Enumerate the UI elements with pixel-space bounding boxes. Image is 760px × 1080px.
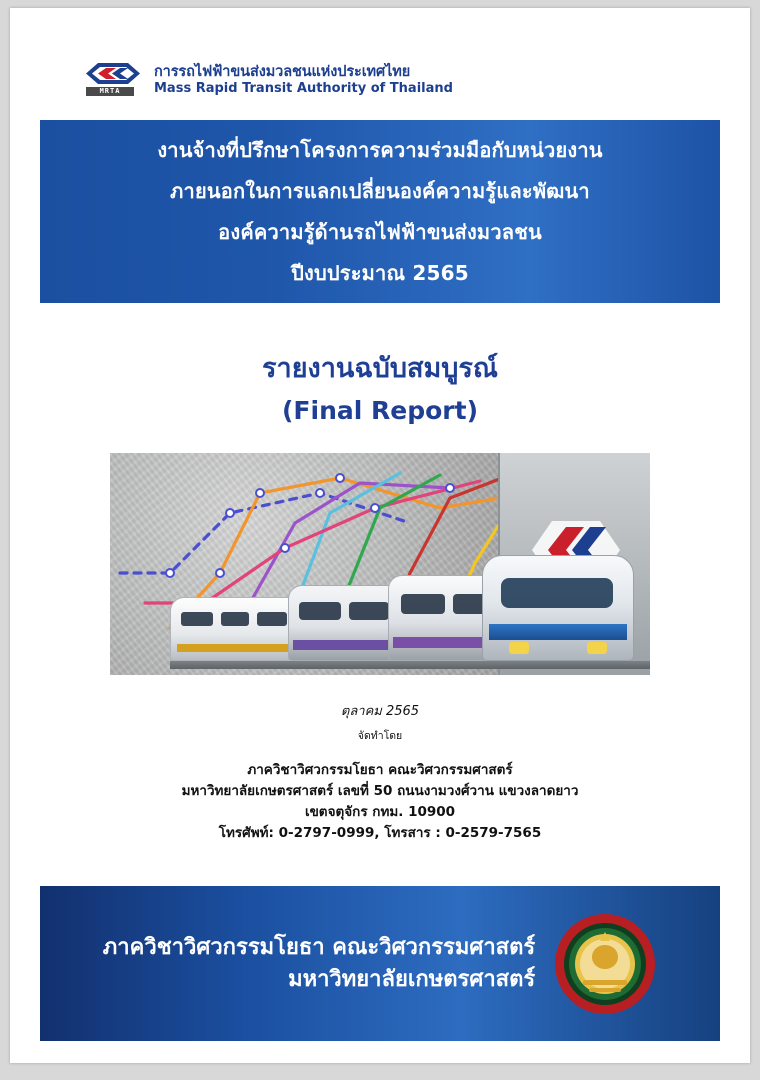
project-title-line-4: ปีงบประมาณ 2565 [291,261,469,285]
prepared-by-label: จัดทำโดย [357,730,403,742]
document-page [10,8,750,1063]
publisher-department [103,932,535,996]
track-rail [170,661,650,669]
cover-image [110,453,650,675]
publisher-department-line-2: มหาวิทยาลัยเกษตรศาสตร์ [288,966,536,992]
train-photo-group [170,563,650,675]
btc-train [288,585,402,661]
report-title-en: (Final Report) [282,396,478,425]
project-title-line-2: ภายนอกในการแลกเปลี่ยนองค์ความรู้และพัฒนา [170,179,590,203]
organization-name [154,63,453,97]
monorail-train [170,597,302,661]
address-line-1: ภาควิชาวิศวกรรมโยธา คณะวิศวกรรมศาสตร์ [247,762,513,778]
report-title-th: รายงานฉบับสมบูรณ์ [262,353,498,384]
project-title-line-1: งานจ้างที่ปรึกษาโครงการความร่วมมือกับหน่วยงาน [157,138,603,162]
mrta-glyph-icon [82,60,144,87]
organization-name-en: Mass Rapid Transit Authority of Thailand [154,80,453,96]
publisher-banner [40,886,720,1041]
publication-date: ตุลาคม 2565 [340,704,420,719]
publisher-department-line-1: ภาควิชาวิศวกรรมโยธา คณะวิศวกรรมศาสตร์ [102,934,536,960]
blue-line-train [482,555,634,661]
mrta-logo-icon [82,60,144,100]
kasetsart-university-seal-icon [553,912,657,1016]
address-line-4: โทรศัพท์: 0-2797-0999, โทรสาร : 0-2579-7565 [218,824,542,841]
address-line-2: มหาวิทยาลัยเกษตรศาสตร์ เลขที่ 50 ถนนงามวงศ์วาน แขวงลาดยาว [181,782,579,799]
publisher-address [10,760,750,844]
header-logo-row [82,60,453,100]
address-line-3: เขตจตุจักร กทม. 10900 [304,803,456,820]
project-title-banner [40,120,720,303]
project-title-line-3: องค์ความรู้ด้านรถไฟฟ้าขนส่งมวลชน [218,220,542,244]
organization-name-th: การรถไฟฟ้าขนส่งมวลชนแห่งประเทศไทย [154,63,411,80]
mrta-wordmark: MRTA [86,87,134,96]
